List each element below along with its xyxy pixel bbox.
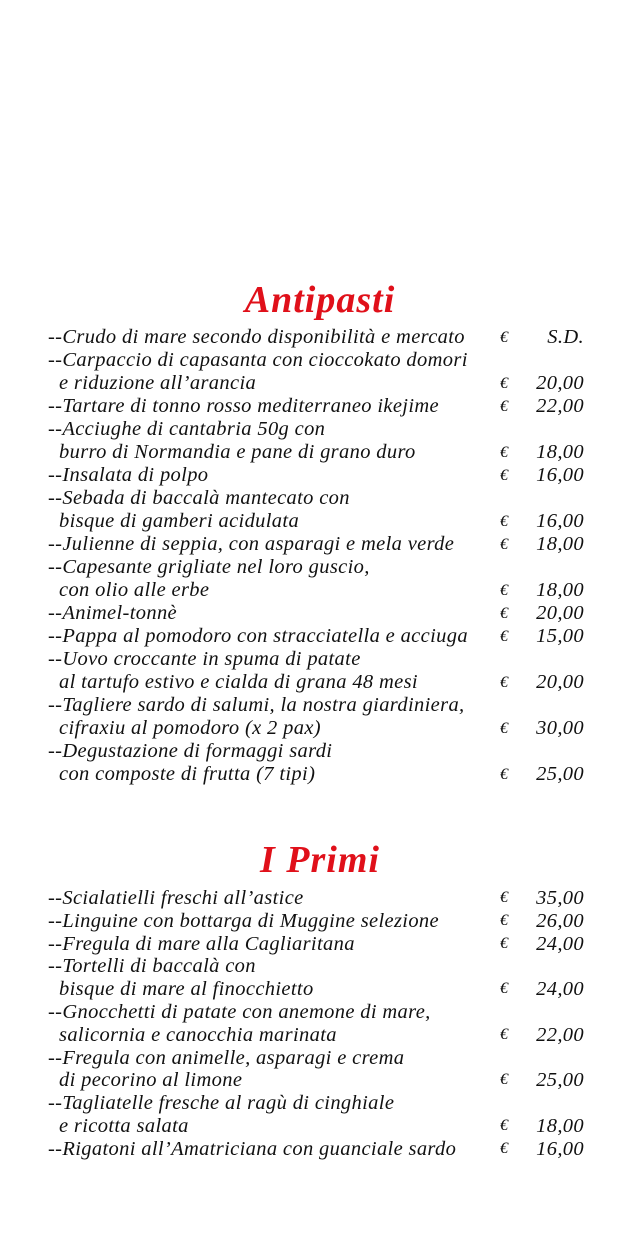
menu-item-line bbox=[48, 418, 608, 441]
menu-item-price: 20,00 bbox=[536, 372, 584, 394]
menu-item-text: --Tortelli di baccalà con bbox=[48, 955, 256, 978]
menu-item-text: con olio alle erbe bbox=[59, 579, 210, 601]
currency-symbol: € bbox=[500, 398, 509, 415]
menu-item-line bbox=[48, 441, 608, 464]
menu-item-price: 25,00 bbox=[536, 763, 584, 785]
currency-symbol: € bbox=[500, 911, 509, 929]
menu-item-price: 26,00 bbox=[536, 909, 584, 932]
menu-item-text: --Sebada di baccalà mantecato con bbox=[48, 487, 350, 509]
menu-item-text: --Acciughe di cantabria 50g con bbox=[48, 418, 326, 440]
section-title-primi: I Primi bbox=[260, 839, 380, 881]
menu-item-text: --Capesante grigliate nel loro guscio, bbox=[48, 556, 370, 578]
currency-symbol: € bbox=[500, 375, 509, 392]
menu-item-line bbox=[48, 1047, 608, 1070]
menu-item-price: 20,00 bbox=[536, 671, 584, 693]
currency-symbol: € bbox=[500, 582, 509, 599]
menu-item-price: 15,00 bbox=[536, 625, 584, 647]
menu-item-price: S.D. bbox=[547, 326, 584, 348]
menu-item-text: --Tagliatelle fresche al ragù di cinghiale bbox=[48, 1092, 395, 1115]
menu-item-line bbox=[48, 487, 608, 510]
menu-item-line bbox=[48, 648, 608, 671]
currency-symbol: € bbox=[500, 628, 509, 645]
menu-item-price: 22,00 bbox=[536, 395, 584, 417]
menu-item-line bbox=[48, 1115, 608, 1138]
menu-item-text: --Scialatielli freschi all’astice bbox=[48, 887, 304, 909]
menu-item-line bbox=[48, 1092, 608, 1115]
currency-symbol: € bbox=[500, 934, 509, 952]
menu-item-line bbox=[48, 510, 608, 533]
menu-item-text: al tartufo estivo e cialda di grana 48 mesi bbox=[59, 671, 418, 693]
currency-symbol: € bbox=[500, 1116, 509, 1134]
menu-item-line bbox=[48, 910, 608, 933]
menu-item-text: --Tartare di tonno rosso mediterraneo ikejime bbox=[48, 395, 439, 417]
menu-item-line bbox=[48, 533, 608, 556]
menu-item-line bbox=[48, 625, 608, 648]
menu-item-text: e ricotta salata bbox=[59, 1114, 189, 1137]
currency-symbol: € bbox=[500, 605, 509, 622]
menu-item-text: --Gnocchetti di patate con anemone di mare, bbox=[48, 1000, 431, 1023]
menu-item-text: --Rigatoni all’Amatriciana con guanciale sardo bbox=[48, 1137, 457, 1160]
currency-symbol: € bbox=[500, 513, 509, 530]
menu-item-text: con composte di frutta (7 tipi) bbox=[59, 763, 316, 785]
menu-item-text: --Julienne di seppia, con asparagi e mela verde bbox=[48, 533, 455, 555]
menu-item-line bbox=[48, 1069, 608, 1092]
menu-item-line bbox=[48, 740, 608, 763]
menu-item-line bbox=[48, 1138, 608, 1161]
menu-item-line bbox=[48, 1001, 608, 1024]
menu-item-price: 16,00 bbox=[536, 1137, 584, 1160]
currency-symbol: € bbox=[500, 980, 509, 998]
menu-item-text: --Fregula di mare alla Cagliaritana bbox=[48, 932, 355, 955]
currency-symbol: € bbox=[500, 1139, 509, 1157]
menu-item-line bbox=[48, 955, 608, 978]
currency-symbol: € bbox=[500, 766, 509, 783]
currency-symbol: € bbox=[500, 720, 509, 737]
menu-item-price: 24,00 bbox=[536, 932, 584, 955]
menu-item-price: 18,00 bbox=[536, 441, 584, 463]
menu-item-text: --Animel-tonnè bbox=[48, 602, 177, 624]
menu-item-price: 35,00 bbox=[536, 887, 584, 909]
antipasti-list bbox=[48, 326, 608, 786]
menu-item-line bbox=[48, 978, 608, 1001]
primi-list bbox=[48, 887, 608, 1161]
menu-item-text: burro di Normandia e pane di grano duro bbox=[59, 441, 416, 463]
menu-item-text: di pecorino al limone bbox=[59, 1069, 243, 1092]
menu-item-text: --Pappa al pomodoro con stracciatella e acciuga bbox=[48, 625, 468, 647]
menu-item-line bbox=[48, 556, 608, 579]
menu-item-line bbox=[48, 579, 608, 602]
menu-item-price: 22,00 bbox=[536, 1023, 584, 1046]
currency-symbol: € bbox=[500, 1025, 509, 1043]
menu-item-price: 16,00 bbox=[536, 510, 584, 532]
menu-item-line bbox=[48, 671, 608, 694]
menu-item-text: --Carpaccio di capasanta con cioccokato domori bbox=[48, 349, 468, 371]
menu-item-line bbox=[48, 694, 608, 717]
menu-item-text: cifraxiu al pomodoro (x 2 pax) bbox=[59, 717, 321, 739]
menu-item-price: 24,00 bbox=[536, 978, 584, 1001]
menu-item-text: --Linguine con bottarga di Muggine selezione bbox=[48, 909, 439, 932]
menu-item-price: 25,00 bbox=[536, 1069, 584, 1092]
menu-item-text: e riduzione all’arancia bbox=[59, 372, 257, 394]
menu-item-text: --Tagliere sardo di salumi, la nostra giardiniera, bbox=[48, 694, 465, 716]
menu-item-price: 20,00 bbox=[536, 602, 584, 624]
menu-item-text: --Insalata di polpo bbox=[48, 464, 209, 486]
currency-symbol: € bbox=[500, 536, 509, 553]
currency-symbol: € bbox=[500, 1071, 509, 1089]
menu-item-text: --Crudo di mare secondo disponibilità e mercato bbox=[48, 326, 465, 348]
menu-item-line bbox=[48, 1024, 608, 1047]
menu-item-text: salicornia e canocchia marinata bbox=[59, 1023, 337, 1046]
menu-item-text: --Degustazione di formaggi sardi bbox=[48, 740, 333, 762]
menu-item-price: 18,00 bbox=[536, 579, 584, 601]
menu-item-line bbox=[48, 372, 608, 395]
currency-symbol: € bbox=[500, 674, 509, 691]
currency-symbol: € bbox=[500, 889, 509, 906]
currency-symbol: € bbox=[500, 444, 509, 461]
menu-item-line bbox=[48, 933, 608, 956]
menu-item-text: --Fregula con animelle, asparagi e crema bbox=[48, 1046, 405, 1069]
menu-item-line bbox=[48, 887, 608, 910]
menu-item-line bbox=[48, 349, 608, 372]
menu-item-text: bisque di mare al finocchietto bbox=[59, 978, 314, 1001]
section-title-antipasti: Antipasti bbox=[244, 279, 396, 321]
menu-item-price: 18,00 bbox=[536, 1114, 584, 1137]
menu-item-line bbox=[48, 717, 608, 740]
menu-item-price: 30,00 bbox=[536, 717, 584, 739]
menu-item-line bbox=[48, 326, 608, 349]
currency-symbol: € bbox=[500, 329, 509, 346]
menu-item-text: bisque di gamberi acidulata bbox=[59, 510, 300, 532]
menu-item-text: --Uovo croccante in spuma di patate bbox=[48, 648, 361, 670]
menu-item-price: 16,00 bbox=[536, 464, 584, 486]
menu-item-line bbox=[48, 464, 608, 487]
menu-item-price: 18,00 bbox=[536, 533, 584, 555]
menu-item-line bbox=[48, 395, 608, 418]
menu-item-line bbox=[48, 602, 608, 625]
menu-item-line bbox=[48, 763, 608, 786]
currency-symbol: € bbox=[500, 467, 509, 484]
